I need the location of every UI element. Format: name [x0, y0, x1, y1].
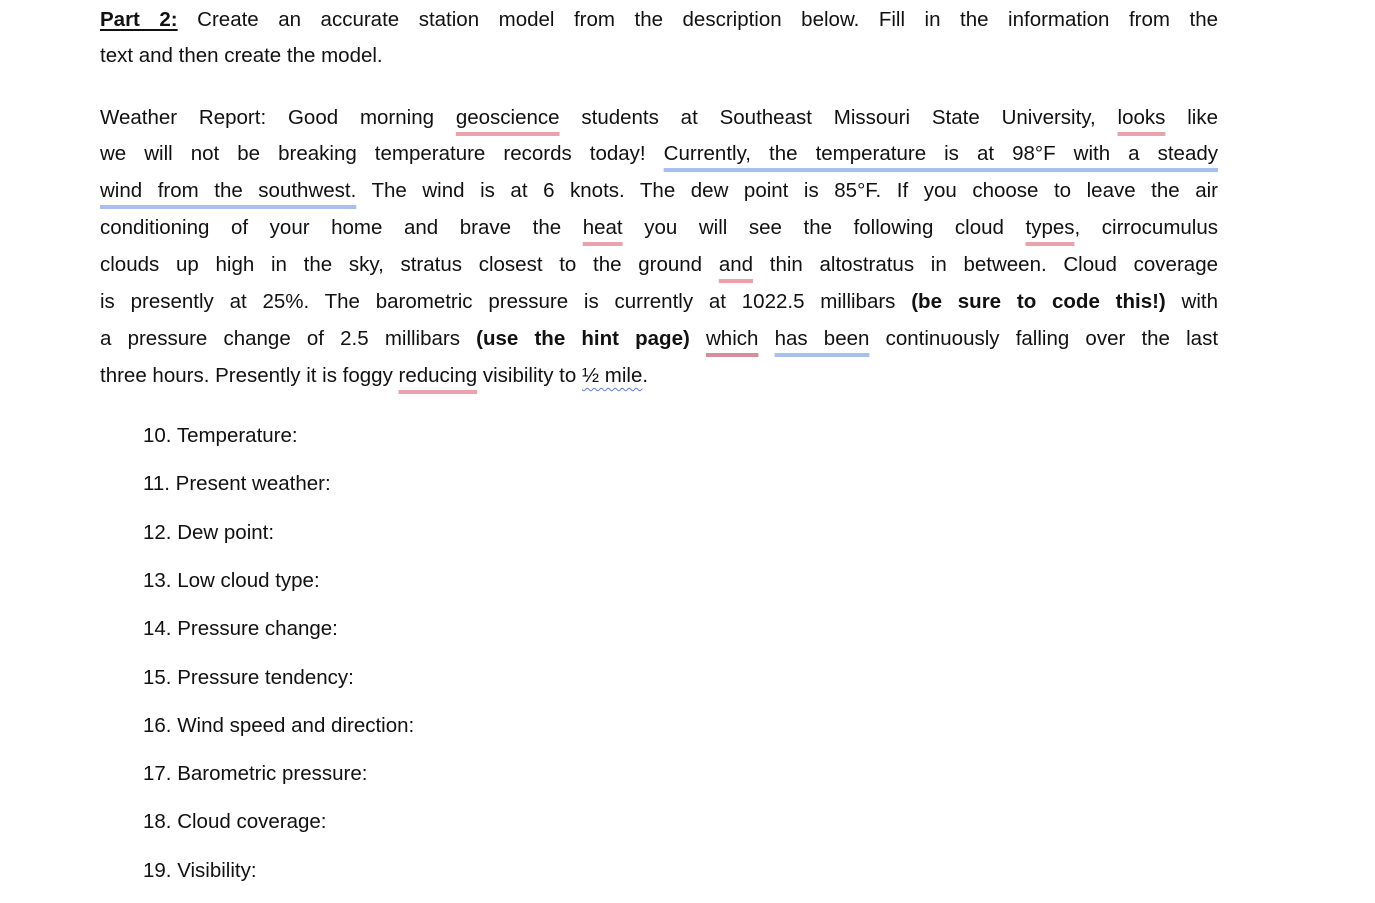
question-item: 13. Low cloud type: — [143, 568, 320, 592]
report-line — [100, 287, 1218, 317]
text-segment: , cirrocumulus — [1074, 216, 1218, 239]
text-segment: students at Southeast Missouri State University, — [559, 106, 1118, 129]
question-item: 11. Present weather: — [143, 472, 331, 496]
question-item: 16. Wind speed and direction: — [143, 713, 415, 737]
text-segment — [690, 327, 706, 350]
flagged-text: which — [705, 327, 759, 350]
question-item: 14. Pressure change: — [143, 617, 338, 641]
flagged-text: and — [718, 253, 754, 276]
text-segment: continuously falling over the last — [869, 327, 1219, 350]
text-segment: visibility to — [477, 364, 582, 387]
question-item: 19. Visibility: — [143, 858, 257, 882]
text-segment: Weather Report: Good morning — [100, 106, 456, 129]
text-segment: a pressure change of 2.5 millibars — [100, 327, 477, 350]
text-segment: like — [1165, 106, 1218, 129]
bold-text: (use the hint page) — [476, 327, 690, 350]
flagged-text: types — [1025, 216, 1075, 239]
report-line — [100, 361, 1218, 391]
question-item: 15. Pressure tendency: — [143, 665, 354, 689]
flagged-text: ½ mile — [581, 364, 643, 387]
flagged-text: wind from the southwest. — [100, 179, 357, 202]
text-segment: we will not be breaking temperature records today! — [100, 142, 664, 165]
report-line — [100, 250, 1218, 280]
text-segment: is presently at 25%. The barometric pressure is currently at 1022.5 millibars — [100, 290, 912, 313]
text-segment: clouds up high in the sky, stratus closest to the ground — [100, 253, 719, 276]
flagged-text: heat — [582, 216, 623, 239]
bold-text: (be sure to code this!) — [911, 290, 1166, 313]
text-segment: you will see the following cloud — [622, 216, 1026, 239]
instructions-text: Create an accurate station model from the description below. Fill in the information from the — [177, 8, 1218, 31]
flagged-text: looks — [1117, 106, 1166, 129]
text-segment: three hours. Presently it is foggy — [100, 364, 399, 387]
text-segment: thin altostratus in between. Cloud coverage — [753, 253, 1218, 276]
instructions-line-2 — [100, 41, 1218, 71]
flagged-text: reducing — [398, 364, 478, 387]
question-item: 10. Temperature: — [143, 424, 298, 447]
text-segment: . — [642, 364, 649, 387]
flagged-text: Currently, the temperature is at 98°F with a steady — [663, 142, 1219, 165]
report-line — [100, 139, 1218, 169]
question-item: 18. Cloud coverage: — [143, 810, 327, 834]
text-segment: with — [1165, 290, 1218, 313]
question-item: 12. Dew point: — [143, 520, 275, 544]
instructions-line-1 — [100, 5, 1218, 35]
instructions-text-2: text and then create the model. — [100, 44, 383, 67]
report-line — [100, 103, 1218, 133]
question-item: 17. Barometric pressure: — [143, 762, 368, 786]
text-segment — [758, 327, 774, 350]
flagged-text: geoscience — [455, 106, 560, 129]
part-label: Part 2: — [100, 8, 178, 31]
text-segment: conditioning of your home and brave the — [100, 216, 583, 239]
report-line — [100, 324, 1218, 354]
report-line — [100, 176, 1218, 206]
report-line — [100, 213, 1218, 243]
flagged-text: has been — [774, 327, 870, 350]
text-segment: The wind is at 6 knots. The dew point is 85°F. If you choose to leave the air — [356, 179, 1219, 202]
